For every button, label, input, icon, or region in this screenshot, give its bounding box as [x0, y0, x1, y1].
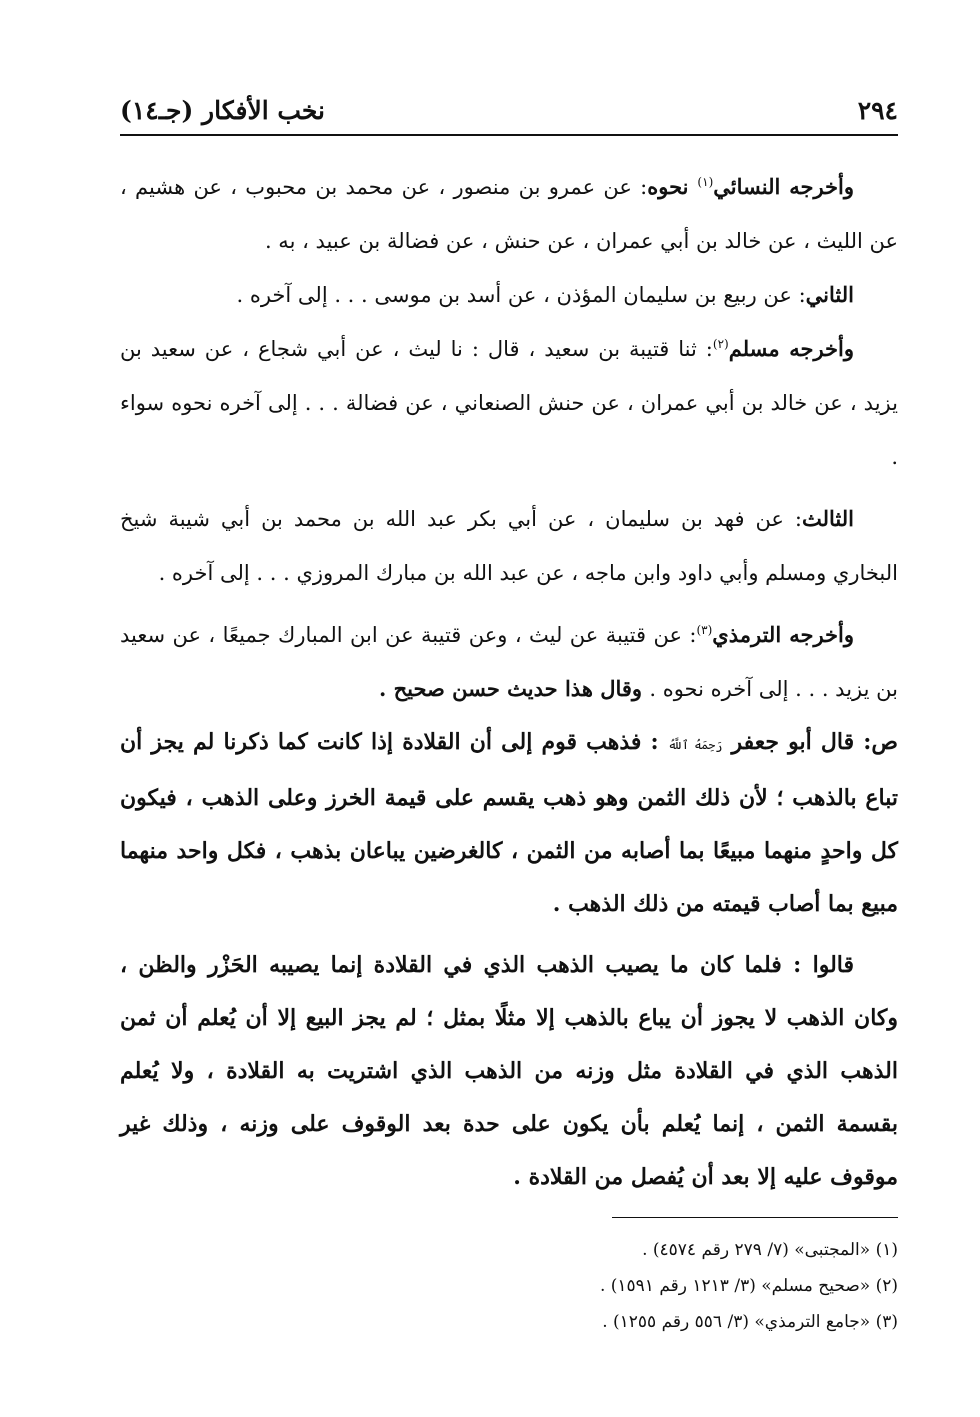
spacer	[120, 600, 898, 608]
spacer	[120, 484, 898, 492]
spacer	[120, 931, 898, 939]
paragraph-second	[120, 268, 898, 322]
paragraph-third	[120, 492, 898, 600]
footnote-2: (٢) «صحيح مسلم» (٣/ ١٢١٣ رقم ١٥٩١) .	[599, 1276, 898, 1296]
footnote-mark: (٢)	[712, 337, 729, 351]
paragraph-muslim	[120, 322, 898, 484]
paragraph-lead: وأخرجه مسلم	[728, 336, 854, 361]
paragraph-text: : عن عمرو بن منصور ، عن محمد بن محبوب ، عن هشيم ، عن الليث ، عن خالد بن أبي عمران ، عن حنش ، عن فضالة بن عبيد ، به .	[120, 175, 898, 253]
running-title: نخب الأفكار (جـ١٤)	[120, 96, 326, 125]
paragraph-nasai	[120, 160, 898, 268]
honorific: رَحِمَهُ ٱللَّهُ	[667, 738, 723, 752]
page-number: ٢٩٤	[857, 96, 898, 125]
paragraph-text: : عن فهد بن سليمان ، عن أبي بكر عبد الله بن محمد بن أبي شيبة شيخ البخاري ومسلم وأبي داود وابن ماجه ، عن عبد الله بن مبارك المروزي . . . إلى آخره .	[120, 507, 898, 585]
footnote-mark: (٣)	[696, 623, 713, 637]
footnotes	[298, 1232, 898, 1340]
main-text	[120, 160, 898, 1204]
sad-marker: ص:	[863, 729, 898, 755]
page-header	[120, 88, 898, 136]
paragraph-text: : ثنا قتيبة بن سعيد ، قال : نا ليث ، عن أبي شجاع ، عن سعيد بن يزيد ، عن خالد بن أبي عمران ، عن حنش الصنعاني ، عن فضالة . . . إلى آخره نحوه سواء .	[120, 337, 898, 469]
footnote-3: (٣) «جامع الترمذي» (٣/ ٥٥٦ رقم ١٢٥٥) .	[602, 1312, 898, 1332]
paragraph-text: : عن قتيبة عن ليث ، وعن قتيبة عن ابن المبارك جميعًا ، عن سعيد بن يزيد . . . إلى آخره نحوه .	[120, 623, 898, 701]
paragraph-lead-2: نحوه	[647, 174, 698, 199]
matn-paragraph	[120, 716, 898, 931]
speaker: قال أبو جعفر	[722, 729, 864, 755]
paragraph-tail-bold: وقال هذا حديث حسن صحيح .	[378, 676, 650, 701]
footnote-separator	[612, 1217, 898, 1218]
paragraph-lead: وأخرجه الترمذي	[712, 622, 854, 647]
paragraph-lead: الثالث	[802, 506, 854, 531]
paragraph-lead: وأخرجه النسائي	[713, 174, 854, 199]
matn-text: : فذهب قوم إلى أن القلادة إذا كانت كما ذكرنا لم يجز أن تباع بالذهب ؛ لأن ذلك الثمن وهو ذهب يقسم على قيمة الخرز وعلى الذهب ، فيكون كل واحدٍ منهما مبيعًا بما أصابه من الثمن ، كالغرضين يباعان بذهب ، فكل واحد منهما مبيع بما أصاب قيمته من ذلك الذهب .	[120, 729, 898, 917]
footnote-1: (١) «المجتبى» (٧/ ٢٧٩ رقم ٤٥٧٤) .	[642, 1240, 898, 1260]
paragraph-text: : عن ربيع بن سليمان المؤذن ، عن أسد بن موسى . . . إلى آخره .	[236, 283, 806, 307]
paragraph-lead: الثاني	[805, 282, 854, 307]
footnote-mark: (١)	[697, 175, 714, 189]
qalu-paragraph: قالوا : فلما كان ما يصيب الذهب الذي في القلادة إنما يصيبه الحَزْر والظن ، وكان الذهب لا يجوز أن يباع بالذهب إلا مثلًا بمثل ؛ لم يجز البيع إلا أن يُعلم أن ثمن الذهب الذي في القلادة مثل وزنه من الذهب الذي اشتريت به القلادة ، ولا يُعلم بقسمة الثمن ، إنما يُعلم بأن يكون على حدة بعد الوقوف على وزنه ، وذلك غير موقوف عليه إلا بعد أن يُفصل من القلادة .	[120, 952, 898, 1190]
paragraph-tirmidhi	[120, 608, 898, 716]
